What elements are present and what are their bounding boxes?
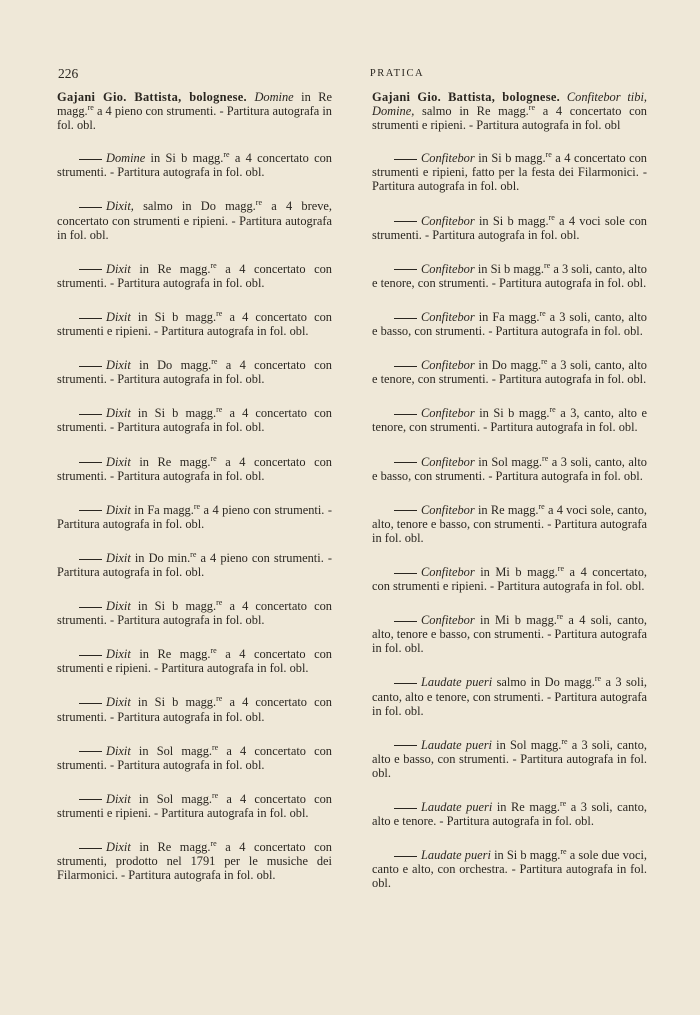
entry-text: in Do magg.$^{re}$ a 3 soli, canto, alto e tenore, con strumenti. - Partitura autografa in fol. obl. bbox=[372, 357, 647, 387]
entry-text: salmo in Do magg.$^{re}$ a 4 breve, concertato con strumenti e ripieni. - Partitura autografa in fol. obl. bbox=[57, 198, 332, 242]
left-entry-list bbox=[57, 151, 332, 882]
entry-title: Dixit bbox=[106, 599, 131, 614]
entry-title: Dixit bbox=[106, 454, 131, 469]
catalog-entry bbox=[372, 262, 647, 290]
entry-text: in Si b magg.$^{re}$ a 4 concertato con strumenti. - Partitura autografa in fol. obl. bbox=[57, 694, 333, 724]
ditto-dash bbox=[79, 607, 102, 608]
ditto-dash bbox=[79, 159, 102, 160]
running-head: PRATICA bbox=[369, 68, 425, 79]
ditto-dash bbox=[394, 414, 417, 415]
entry-title: Confitebor bbox=[421, 151, 475, 166]
entry-text: salmo in Do magg.$^{re}$ a 3 soli, canto, alto e tenore, con strumenti. - Partitura autografa in fol. obl. bbox=[372, 674, 647, 718]
entry-text: in Si b magg.$^{re}$ a 4 concertato con strumenti e ripieni. - Partitura autografa in fol. obl. bbox=[57, 308, 333, 339]
catalog-entry bbox=[372, 503, 647, 545]
catalog-entry bbox=[372, 358, 647, 386]
right-column bbox=[372, 90, 647, 890]
entry-text: in Re magg.$^{re}$ a 4 pieno con strumenti. - Partitura autografa in fol. obl. bbox=[57, 90, 332, 133]
catalog-entry bbox=[372, 800, 647, 828]
entry-text: in Re magg.$^{re}$ a 4 concertato con strumenti. - Partitura autografa in fol. obl. bbox=[57, 260, 332, 290]
ditto-dash bbox=[79, 559, 102, 560]
catalog-entry bbox=[57, 744, 332, 772]
ditto-dash bbox=[79, 799, 102, 800]
entry-text: in Si b magg.$^{re}$ a 3 soli, canto, alto e tenore, con strumenti. - Partitura autografa in fol. obl. bbox=[372, 260, 648, 290]
entry-text: in Si b magg.$^{re}$ a 4 concertato con strumenti. - Partitura autografa in fol. obl. bbox=[57, 405, 333, 435]
entry-text: in Re magg.$^{re}$ a 3 soli, canto, alto e tenore. - Partitura autografa in fol. obl. bbox=[372, 798, 647, 829]
entry-title: Domine bbox=[254, 90, 294, 104]
catalog-entry bbox=[372, 675, 647, 717]
entry-text: salmo in Re magg.$^{re}$ a 4 concertato con strumenti e ripieni. - Partitura autografa in fol. obl bbox=[372, 102, 648, 133]
ditto-dash bbox=[79, 462, 102, 463]
entry-title: Dixit bbox=[106, 743, 131, 758]
entry-text: in Re magg.$^{re}$ a 4 voci sole, canto, alto, tenore e basso, con strumenti. - Partitura autografa in fol. obl. bbox=[372, 501, 647, 545]
catalog-entry bbox=[57, 406, 332, 434]
entry-text: in Sol magg.$^{re}$ a 4 concertato con strumenti. - Partitura autografa in fol. obl. bbox=[57, 742, 332, 772]
entry-title: Laudate pueri bbox=[421, 848, 491, 863]
entry-text: in Si b magg.$^{re}$ a 4 voci sole con strumenti. - Partitura autografa in fol. obl. bbox=[372, 212, 647, 242]
entry-title: Laudate pueri bbox=[421, 675, 493, 690]
entry-title: Dixit bbox=[106, 647, 131, 662]
entry-text: in Mi b magg.$^{re}$ a 4 soli, canto, alto, tenore e basso, con strumenti. - Partitura autografa in fol. obl. bbox=[372, 612, 647, 656]
entry-text: in Re magg.$^{re}$ a 4 concertato con strumenti e ripieni. - Partitura autografa in fol. obl. bbox=[57, 646, 332, 676]
catalog-entry bbox=[372, 848, 647, 890]
ditto-dash bbox=[79, 751, 102, 752]
catalog-entry bbox=[57, 262, 332, 290]
entry-text: in Sol magg.$^{re}$ a 3 soli, canto, alto e basso, con strumenti. - Partitura autografa in fol. obl. bbox=[372, 453, 647, 483]
catalog-entry bbox=[57, 151, 332, 179]
entry-title: Confitebor bbox=[421, 358, 475, 373]
catalog-entry bbox=[372, 310, 647, 338]
entry-text: in Do min.$^{re}$ a 4 pieno con strumenti. - Partitura autografa in fol. obl. bbox=[57, 549, 332, 579]
entry-title: Domine bbox=[106, 151, 146, 166]
ditto-dash bbox=[79, 207, 102, 208]
ditto-dash bbox=[394, 856, 417, 857]
entry-text: in Sol magg.$^{re}$ a 3 soli, canto, alto e basso, con strumenti. - Partitura autografa in fol. obl. bbox=[372, 736, 647, 780]
entry-title: Confitebor bbox=[421, 454, 475, 469]
catalog-entry bbox=[372, 151, 647, 193]
ditto-dash bbox=[394, 510, 417, 511]
entry-title: Confitebor bbox=[421, 261, 475, 276]
entry-title: Dixit bbox=[106, 791, 131, 806]
entry-author: Gajani Gio. Battista, bolognese. bbox=[57, 90, 247, 104]
catalog-entry bbox=[372, 613, 647, 655]
left-column bbox=[57, 90, 332, 882]
entry-title: Dixit bbox=[106, 840, 131, 854]
catalog-entry bbox=[57, 695, 332, 723]
ditto-dash bbox=[79, 318, 102, 319]
ditto-dash bbox=[394, 269, 417, 270]
catalog-entry bbox=[57, 551, 332, 579]
entry-text: in Si b magg.$^{re}$ a 4 concertato con strumenti. - Partitura autografa in fol. obl. bbox=[57, 150, 332, 180]
ditto-dash bbox=[394, 318, 417, 319]
entry-title: Laudate pueri bbox=[421, 800, 493, 814]
entry-author: Gajani Gio. Battista, bolognese. bbox=[372, 90, 561, 104]
catalog-entry bbox=[57, 90, 332, 132]
entry-text: in Fa magg.$^{re}$ a 4 pieno con strumenti. - Partitura autografa in fol. obl. bbox=[57, 501, 332, 531]
ditto-dash bbox=[79, 848, 102, 849]
entry-title: Dixit bbox=[106, 406, 131, 421]
ditto-dash bbox=[394, 573, 417, 574]
entry-text: in Si b magg.$^{re}$ a 4 concertato con strumenti. - Partitura autografa in fol. obl. bbox=[57, 597, 333, 628]
entry-title: Confitebor bbox=[421, 213, 475, 228]
ditto-dash bbox=[394, 159, 417, 160]
ditto-dash bbox=[394, 808, 417, 809]
catalog-entry bbox=[372, 455, 647, 483]
entry-title: Confitebor bbox=[421, 564, 475, 579]
entry-text: in Re magg.$^{re}$ a 4 concertato con strumenti. - Partitura autografa in fol. obl. bbox=[57, 453, 332, 483]
entry-title: Dixit bbox=[106, 550, 131, 565]
entry-title: Confitebor tibi, Domine, bbox=[372, 90, 647, 119]
catalog-entry bbox=[57, 792, 332, 820]
catalog-entry bbox=[372, 565, 647, 593]
entry-text: in Re magg.$^{re}$ a 4 concertato con strumenti, prodotto nel 1791 per le musiche dei Filarmonici. - Partitura autografa in fol. obl. bbox=[57, 838, 332, 883]
entry-text: in Si b magg.$^{re}$ a 4 concertato con strumenti e ripieni, fatto per la festa dei Filarmonici. - Partitura autografa in fol. obl. bbox=[372, 150, 647, 194]
entry-title: Confitebor bbox=[421, 613, 475, 628]
ditto-dash bbox=[79, 414, 102, 415]
entry-title: Dixit bbox=[106, 502, 131, 517]
catalog-entry bbox=[372, 90, 647, 132]
catalog-entry bbox=[57, 599, 332, 627]
ditto-dash bbox=[79, 510, 102, 511]
entry-text: in Fa magg.$^{re}$ a 3 soli, canto, alto e basso, con strumenti. - Partitura autografa in fol. obl. bbox=[372, 308, 647, 339]
catalog-entry bbox=[57, 647, 332, 675]
entry-title: Dixit bbox=[106, 695, 131, 710]
ditto-dash bbox=[79, 703, 102, 704]
entry-title: Confitebor bbox=[421, 502, 475, 517]
entry-title: Laudate pueri bbox=[421, 737, 492, 752]
ditto-dash bbox=[394, 621, 417, 622]
catalog-entry bbox=[57, 840, 332, 882]
entry-title: Confitebor bbox=[421, 406, 475, 421]
entry-title: Dixit, bbox=[106, 199, 134, 214]
entry-text: in Mi b magg.$^{re}$ a 4 concertato, con strumenti e ripieni. - Partitura autografa in fol. obl. bbox=[372, 563, 648, 594]
ditto-dash bbox=[394, 366, 417, 367]
catalog-entry bbox=[57, 358, 332, 386]
entry-title: Dixit bbox=[106, 309, 131, 324]
ditto-dash bbox=[79, 269, 102, 270]
ditto-dash bbox=[394, 462, 417, 463]
catalog-entry bbox=[372, 214, 647, 242]
entry-text: in Si b magg.$^{re}$ a 3, canto, alto e tenore, con strumenti. - Partitura autografa in fol. obl. bbox=[372, 405, 647, 435]
entry-text: in Do magg.$^{re}$ a 4 concertato con strumenti. - Partitura autografa in fol. obl. bbox=[57, 357, 332, 387]
ditto-dash bbox=[394, 683, 417, 684]
entry-title: Dixit bbox=[106, 358, 131, 373]
ditto-dash bbox=[394, 221, 417, 222]
entry-text: in Sol magg.$^{re}$ a 4 concertato con strumenti e ripieni. - Partitura autografa in fol. obl. bbox=[57, 790, 332, 820]
catalog-entry bbox=[57, 199, 332, 241]
catalog-entry bbox=[372, 406, 647, 434]
entry-text: in Si b magg.$^{re}$ a sole due voci, canto e alto, con orchestra. - Partitura autografa in fol. obl. bbox=[372, 847, 648, 891]
right-entry-list bbox=[372, 151, 647, 890]
catalog-entry bbox=[57, 455, 332, 483]
catalog-entry bbox=[57, 310, 332, 338]
ditto-dash bbox=[394, 745, 417, 746]
ditto-dash bbox=[79, 366, 102, 367]
entry-title: Dixit bbox=[106, 261, 131, 276]
catalog-entry bbox=[372, 738, 647, 780]
ditto-dash bbox=[79, 655, 102, 656]
entry-title: Confitebor bbox=[421, 309, 475, 324]
catalog-entry bbox=[57, 503, 332, 531]
page-number: 226 bbox=[58, 66, 79, 81]
page-header bbox=[58, 66, 656, 84]
